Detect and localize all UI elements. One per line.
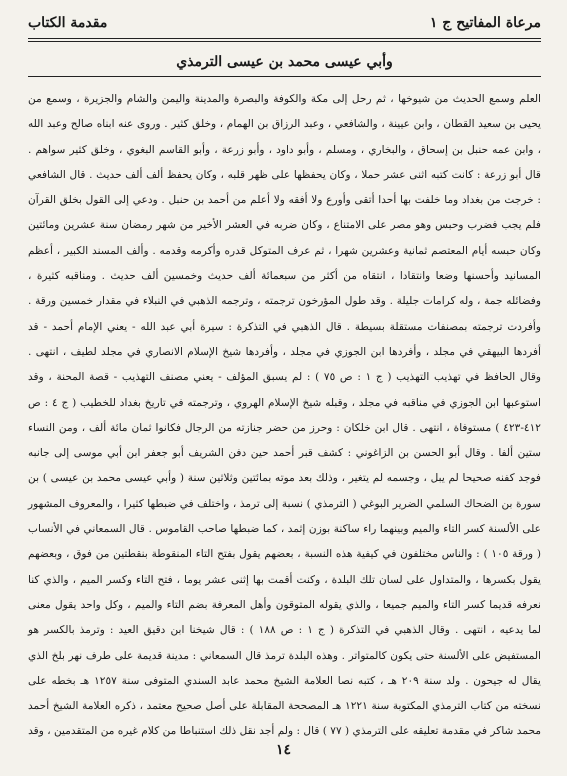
- running-header: [28, 10, 541, 36]
- body-paragraph: العلم وسمع الحديث من شيوخها ، ثم رحل إلى مكة والكوفة والبصرة والمدينة واليمن والشام والجزيرة ، وسمع من يحيى بن سعيد القطان ، وابن عيينة ، والشافعي ، وعبد الرزاق بن الهمام ، وخلق كثير . وروى عنه ابناه صالح وعبد الله ، وابن عمه حنبل بن إسحاق ، والبخاري ، ومسلم ، وأبو داود ، وأبو زرعة ، وأبو القاسم البغوي ، وخلق كثير سواهم . قال أبو زرعة : كانت كتبه اثنى عشر حملا ، وكان يحفظها على ظهر قلبه ، وكان يحفظ ألف ألف حديث . قال الشافعي : خرجت من بغداد وما خلفت بها أحدا أتقى وأورع ولا أفقه ولا أعلم من أحمد بن حنبل . ودعي إلى القول بخلق القرآن فلم يجب فضرب وحبس وهو مصر على الامتناع ، وكان ضربه في العشر الأخير من شهر رمضان سنة عشرين ومائتين وكان حبسه أيام المعتصم ثمانية وعشرين شهرا ، ثم عرف المتوكل قدره وأكرمه وقدمه . وألف المسند الكبير ، أعظم المسانيد وأحسنها وضعا وانتقادا ، انتقاه من أكثر من سبعمائة ألف حديث وخمسين ألف حديث . ومناقبه كثيرة ، وفضائله جمة ، وله كرامات جليلة . وقد طول المؤرخون ترجمته ، وترجمه الذهبي في النبلاء في مقدار خمسين ورقة . وأفردت ترجمته بمصنفات مستقلة بسيطة . قال الذهبي في التذكرة : سيرة أبي عبد الله - يعني الإمام أحمد - قد أفردها البيهقي في مجلد ، وأفردها ابن الجوزي في مجلد ، وأفردها شيخ الإسلام الانصاري في مجلد لطيف ، انتهى . وقال الحافظ في تهذيب التهذيب ( ج ١ : ص ٧٥ ) : لم يسبق المؤلف - يعني مصنف التهذيب - قصة المحنة ، وقد استوعبها ابن الجوزي في مناقبه في مجلد ، وقبله شيخ الإسلام الهروي ، وترجمته في تاريخ بغداد للخطيب ( ج ٤ : ص ٤١٢-٤٢٣ ) مستوفاة ، انتهى . قال ابن خلكان : وحرز من حضر جنازته من الرجال فكانوا ثمان مائة ألف ، ومن النساء ستين ألفا . وقال أبو الحسن بن الزاغوني : كشف قبر أحمد حين دفن الشريف أبو جعفر ابن أبي موسى إلى جانبه فوجد كفنه صحيحا لم يبل ، وجسمه لم يتغير ، وذلك بعد موته بمائتين وثلاثين سنة ( وأبي عيسى محمد بن عيسى ) بن سورة بن الضحاك السلمي الضرير البوغي ( الترمذي ) نسبة إلى ترمذ ، واختلف في ضبطها كثيرا ، والمعروف المشهور على الألسنة كسر التاء والميم وبينهما راء ساكنة بوزن إثمد ، كما ضبطها صاحب القاموس . قال السمعاني في الأنساب ( ورقة ١٠٥ ) : والناس مختلفون في كيفية هذه النسبة ، بعضهم يقول بفتح التاء المنقوطة بنقطتين من فوق ، وبعضهم يقول بكسرها ، والمتداول على لسان تلك البلدة ، وكنت أقمت بها إثنى عشر يوما ، فتح التاء وكسر الميم ، والذي كنا نعرفه قديما كسر التاء والميم جميعا ، والذي يقوله المتوقون وأهل المعرفة بضم التاء والميم ، وكل واحد يقول معنى لما يدعيه ، انتهى . وقال الذهبي في التذكرة ( ج ١ : ص ١٨٨ ) : قال شيخنا ابن دقيق العيد : وترمذ بالكسر هو المستفيض على الألسنة حتى يكون كالمتواتر . وهذه البلدة ترمذ قال السمعاني : مدينة قديمة على طرف نهر بلخ الذي يقال له جيحون . ولد سنة ٢٠٩ هـ ، كتبه نصا العلامة الشيخ محمد عابد السندي المتوفى سنة ١٢٥٧ هـ بخطه على نسخته من كتاب الترمذي المكتوبة سنة ١٢٢١ هـ المصححة المقابلة على أصل صحيح معتمد ، ذكره العلامة الشيخ أحمد محمد شاكر في مقدمة تعليقه على الترمذي ( ٧٧ ) قال : ولم أجد نقل ذلك استنباطا من كلام غيره من المتقدمين ، وقد: [28, 93, 542, 738]
- section-title: مقدمة الكتاب: [28, 15, 108, 31]
- text-rule: [28, 76, 541, 77]
- page-number: ١٤: [275, 742, 292, 758]
- book-title: مرعاة المفاتيح ج ١: [429, 15, 541, 31]
- text-subheading: وأبي عيسى محمد بن عيسى الترمذي: [176, 54, 393, 70]
- header-rule-secondary: [28, 41, 541, 42]
- header-rule: [28, 38, 541, 39]
